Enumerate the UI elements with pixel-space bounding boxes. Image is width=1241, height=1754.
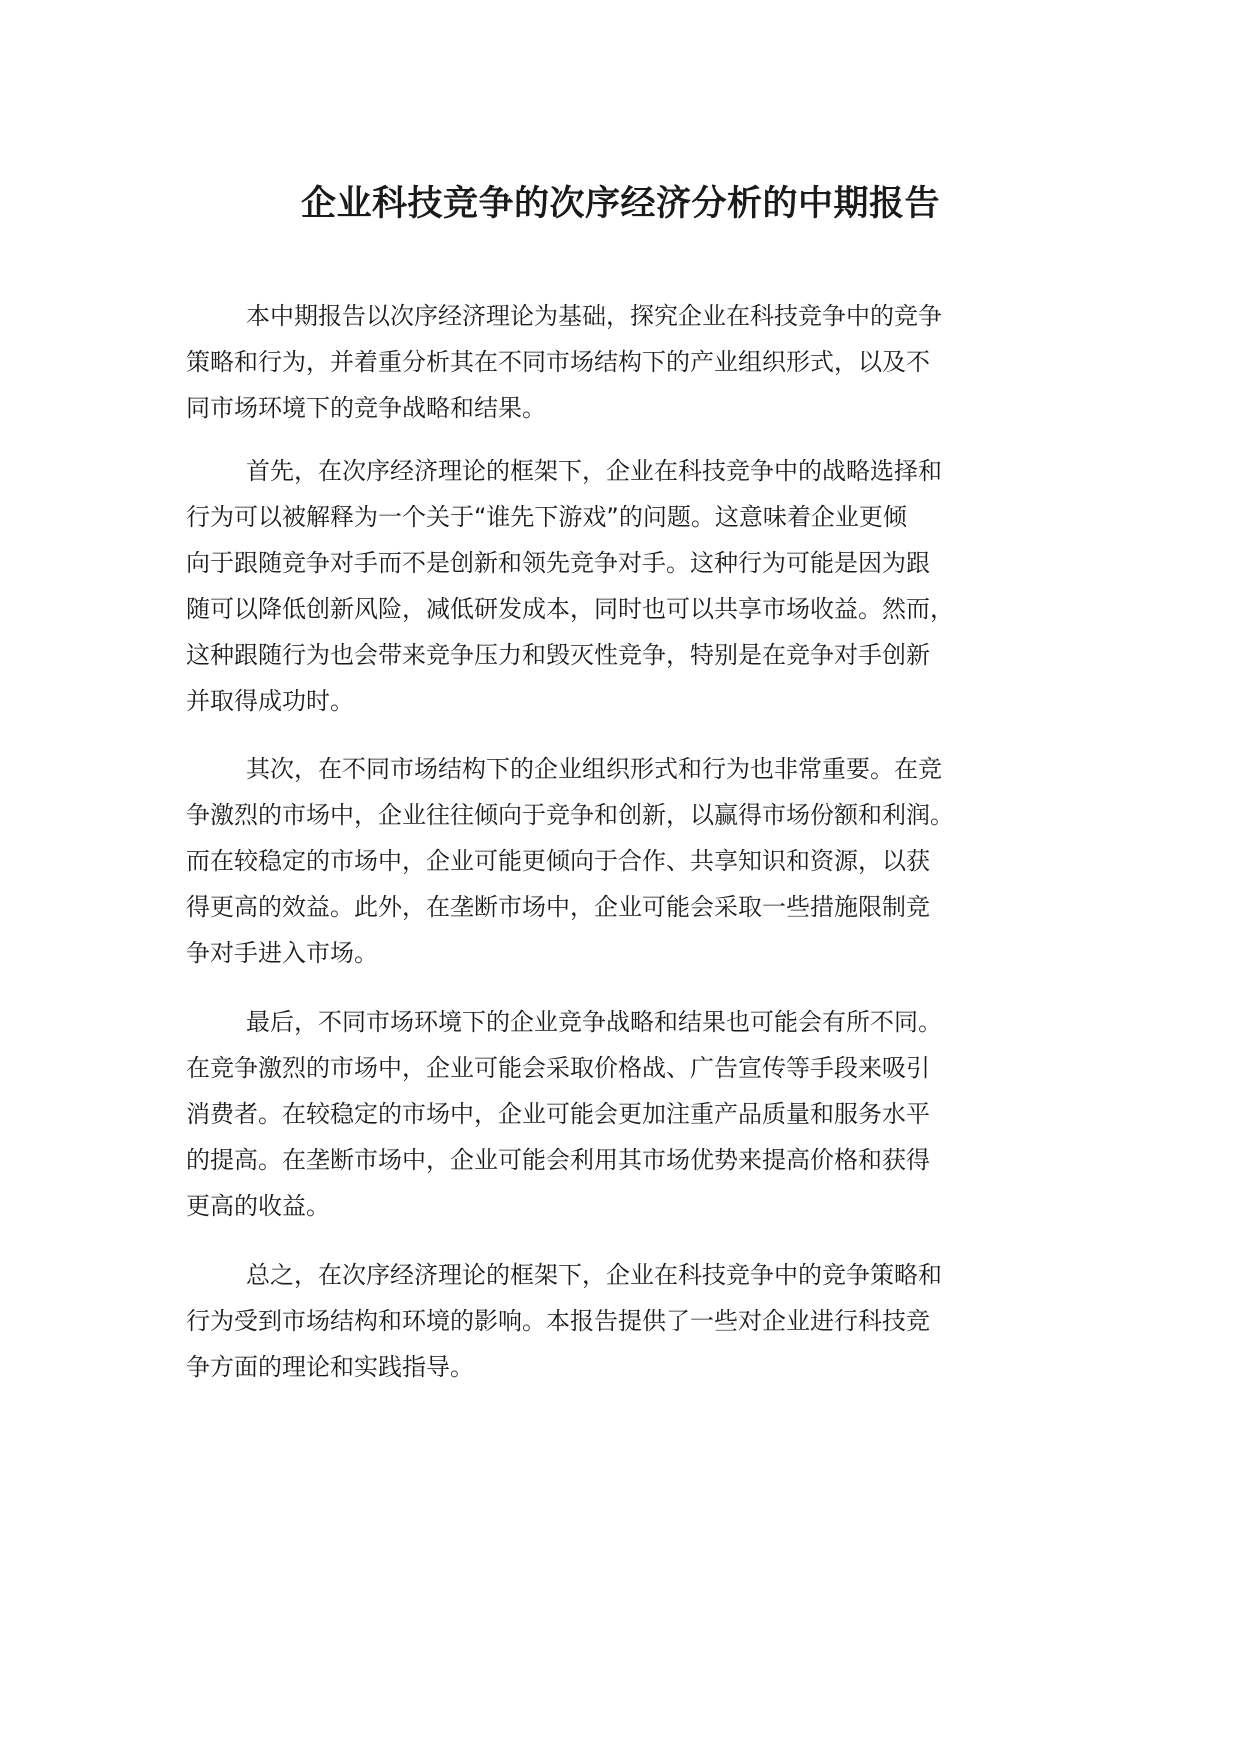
paragraph-line: 争方面的理论和实践指导。 (186, 1353, 474, 1381)
paragraph-third-point (186, 999, 942, 1229)
paragraph-line: 争激烈的市场中，企业往往倾向于竞争和创新，以赢得市场份额和利润。 (186, 801, 954, 829)
paragraph-second-point (186, 746, 954, 976)
paragraph-line: 总之，在次序经济理论的框架下，企业在科技竞争中的竞争策略和 (246, 1261, 942, 1289)
paragraph-line: 行为受到市场结构和环境的影响。本报告提供了一些对企业进行科技竞 (186, 1307, 930, 1335)
paragraph-line: 同市场环境下的竞争战略和结果。 (186, 394, 546, 422)
paragraph-line: 其次，在不同市场结构下的企业组织形式和行为也非常重要。在竞 (246, 755, 942, 783)
paragraph-line: 策略和行为，并着重分析其在不同市场结构下的产业组织形式，以及不 (186, 348, 930, 376)
paragraph-line: 最后，不同市场环境下的企业竞争战略和结果也可能会有所不同。 (246, 1008, 942, 1036)
paragraph-line: 随可以降低创新风险，减低研发成本，同时也可以共享市场收益。然而， (186, 595, 954, 623)
paragraph-line: 消费者。在较稳定的市场中，企业可能会更加注重产品质量和服务水平 (186, 1100, 930, 1128)
paragraph-line: 争对手进入市场。 (186, 939, 378, 967)
paragraph-line: 行为可以被解释为一个关于“谁先下游戏”的问题。这意味着企业更倾 (186, 503, 907, 531)
paragraph-first-point (186, 448, 954, 724)
paragraph-line: 的提高。在垄断市场中，企业可能会利用其市场优势来提高价格和获得 (186, 1146, 930, 1174)
paragraph-line: 并取得成功时。 (186, 687, 354, 715)
paragraph-line: 本中期报告以次序经济理论为基础，探究企业在科技竞争中的竞争 (246, 302, 942, 330)
paragraph-line: 这种跟随行为也会带来竞争压力和毁灭性竞争，特别是在竞争对手创新 (186, 641, 930, 669)
page-title: 企业科技竞争的次序经济分析的中期报告 (300, 184, 940, 224)
paragraph-intro (186, 293, 942, 431)
paragraph-line: 向于跟随竞争对手而不是创新和领先竞争对手。这种行为可能是因为跟 (186, 549, 930, 577)
paragraph-line: 在竞争激烈的市场中，企业可能会采取价格战、广告宣传等手段来吸引 (186, 1054, 930, 1082)
paragraph-line: 首先，在次序经济理论的框架下，企业在科技竞争中的战略选择和 (246, 457, 942, 485)
paragraph-line: 而在较稳定的市场中，企业可能更倾向于合作、共享知识和资源，以获 (186, 847, 930, 875)
paragraph-line: 得更高的效益。此外，在垄断市场中，企业可能会采取一些措施限制竞 (186, 893, 930, 921)
paragraph-conclusion (186, 1252, 942, 1390)
paragraph-line: 更高的收益。 (186, 1192, 330, 1220)
